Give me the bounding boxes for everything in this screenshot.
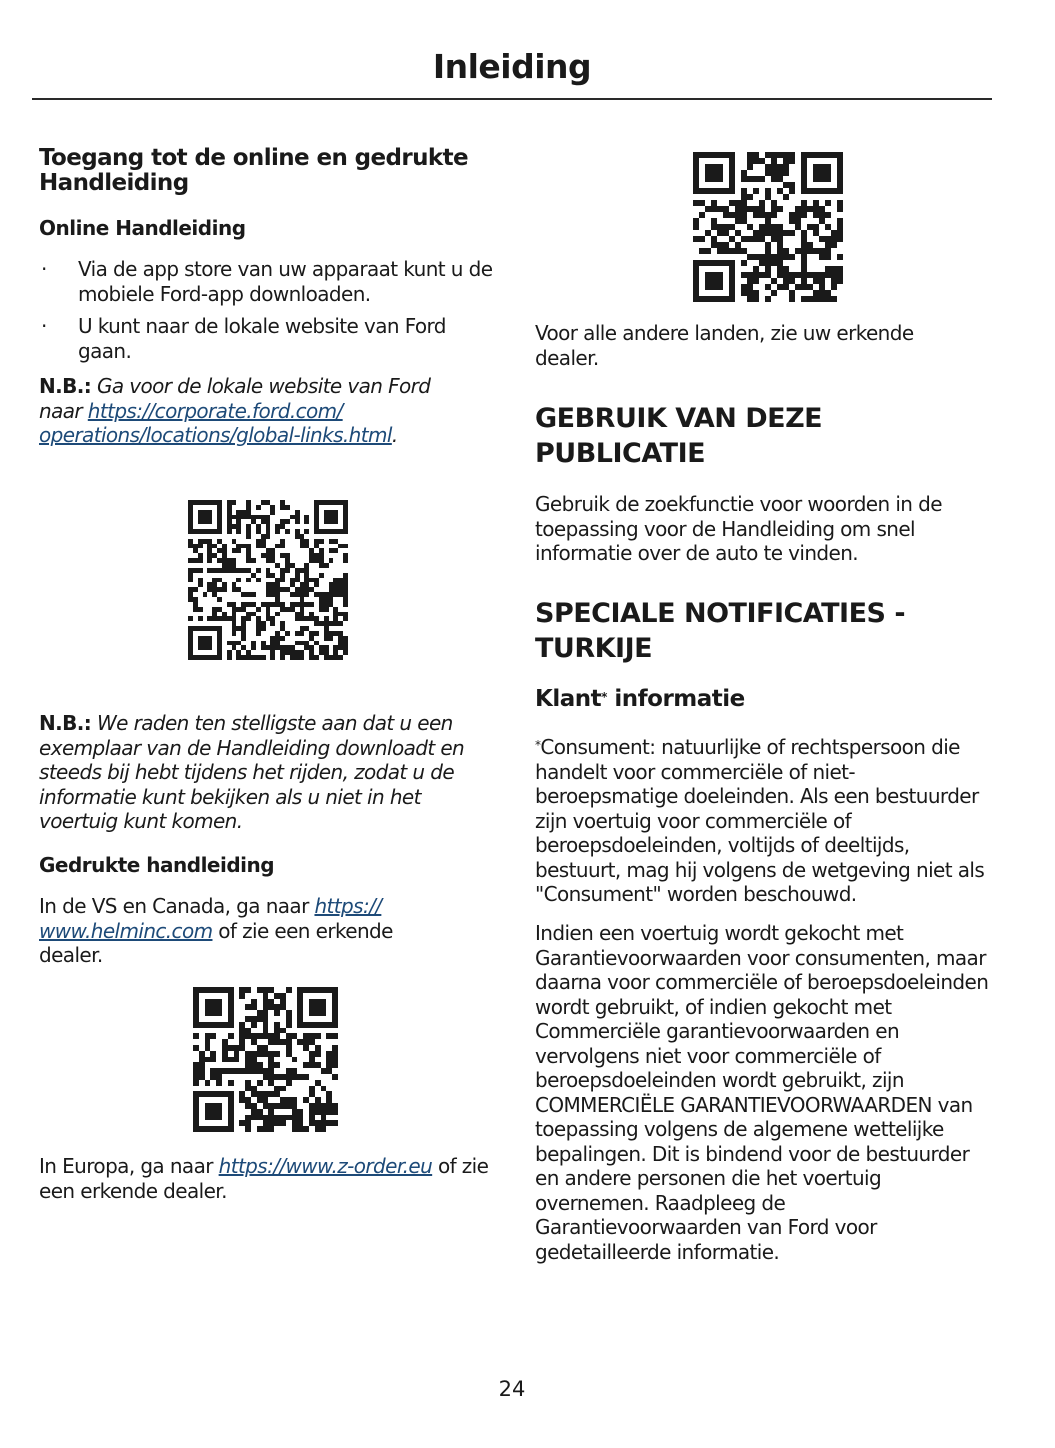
usage-text: Gebruik de zoekfunctie voor woorden in de toepassing voor de Handleiding om snel informatie over de auto te vinden. bbox=[535, 492, 942, 565]
header-rule bbox=[32, 98, 992, 100]
warranty-text: Indien een voertuig wordt gekocht met Garantievoorwaarden voor consumenten, maar daarna voor commerciële of beroepsdoeleinden wordt gebruikt, of indien gekocht met Commerciële garantievoorwaarden en vervolgens niet voor commerciële of beroepsdoeleinden wordt gebruikt, zijn COMMERCIËLE GARANTIEVOORWAARDEN van toepassing volgens de algemene wettelijke bepalingen. Dit is bindend voor de bestuurder en andere personen die het voertuig overnemen. Raadpleeg de Garantievoorwaarden van Ford voor gedetailleerde informatie. bbox=[535, 921, 989, 1264]
page-title: Inleiding bbox=[432, 47, 592, 86]
link-corporate-ford[interactable]: https://corporate.ford.com/ operations/locations/global-links.html bbox=[39, 398, 392, 447]
section-title-access: Toegang tot de online en gedrukte Handleiding bbox=[39, 145, 468, 196]
qr-code-other-countries bbox=[693, 152, 843, 302]
online-bullet-list bbox=[39, 257, 494, 371]
heading-customer-info: Klant* informatie bbox=[535, 686, 745, 712]
qr-code-online-manual bbox=[188, 500, 348, 660]
asterisk: * bbox=[601, 690, 607, 704]
heading-online-manual: Online Handleiding bbox=[39, 216, 246, 240]
bullet-icon: · bbox=[41, 257, 47, 281]
other-countries-text: Voor alle andere landen, zie uw erkende dealer. bbox=[535, 321, 914, 370]
bullet-icon: · bbox=[41, 314, 47, 338]
note-download-manual: N.B.: We raden ten stelligste aan dat u een exemplaar van de Handleiding downloadt en steeds bij hebt tijdens het rijden, zodat u de informatie kunt bekijken als u niet in het voertuig kunt komen. bbox=[39, 711, 465, 833]
heading-printed-manual: Gedrukte handleiding bbox=[39, 853, 275, 877]
bullet-item: · Via de app store van uw apparaat kunt u de mobiele Ford-app downloaden. bbox=[41, 257, 493, 306]
qr-code-us-canada bbox=[193, 987, 338, 1132]
heading-usage: GEBRUIK VAN DEZE PUBLICATIE bbox=[535, 403, 823, 469]
bullet-item: · U kunt naar de lokale website van Ford gaan. bbox=[41, 314, 446, 363]
link-z-order[interactable]: https://www.z-order.eu bbox=[218, 1154, 433, 1178]
link-helminc[interactable]: https:// www.helminc.com bbox=[39, 894, 382, 943]
page-number: 24 bbox=[498, 1377, 526, 1401]
heading-turkey: SPECIALE NOTIFICATIES - TURKIJE bbox=[535, 598, 906, 664]
consumer-definition: *Consument: natuurlijke of rechtspersoon die handelt voor commerciële of niet-beroepsmatige doeleinden. Als een bestuurder zijn voertuig voor commerciële of beroepsdoeleinden, voltijds of deeltijds, bestuurt, mag hij volgens de wetgeving niet als "Consument" worden beschouwd. bbox=[535, 735, 985, 906]
us-canada-text: In de VS en Canada, ga naar https:// www.helminc.com of zie een erkende dealer. bbox=[39, 894, 393, 967]
europe-text: In Europa, ga naar https://www.z-order.eu of zie een erkende dealer. bbox=[39, 1154, 489, 1203]
note-online-website: N.B.: Ga voor de lokale website van Ford naar https://corporate.ford.com/ operations/locations/global-links.html. bbox=[39, 374, 431, 447]
